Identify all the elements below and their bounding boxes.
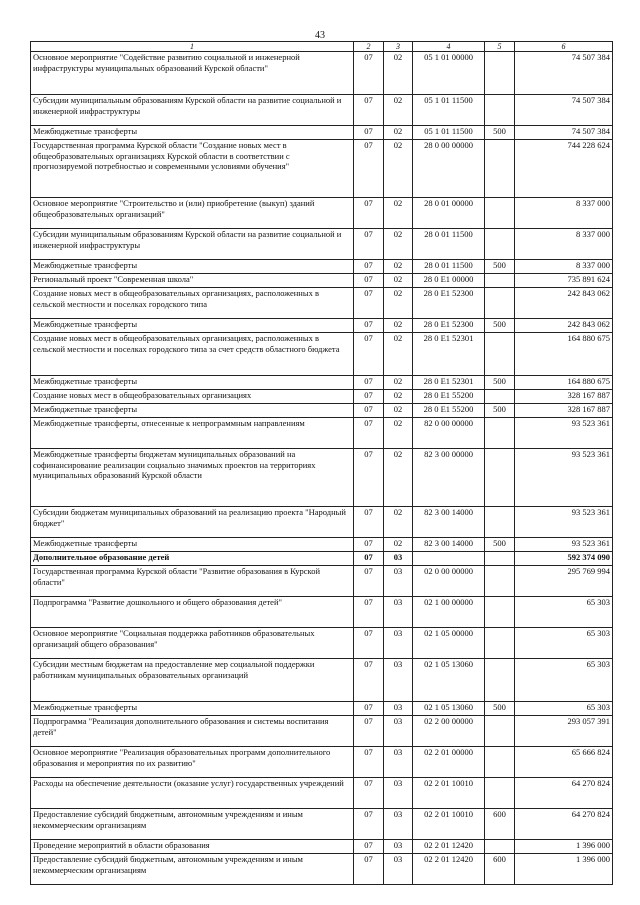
table-row	[31, 507, 613, 538]
row-expense-type	[485, 566, 515, 597]
table-row	[31, 449, 613, 507]
table-row	[31, 552, 613, 566]
table-row	[31, 597, 613, 628]
budget-table	[30, 41, 613, 885]
row-subsection: 02	[384, 95, 413, 126]
row-amount: 1 396 000	[515, 854, 613, 885]
row-name: Межбюджетные трансферты, отнесенные к непрограммным направлениям	[31, 418, 354, 449]
row-name: Субсидии местным бюджетам на предоставление мер социальной поддержки работникам муниципальных образовательных организаций	[31, 659, 354, 702]
row-subsection: 03	[384, 552, 413, 566]
row-amount: 164 880 675	[515, 376, 613, 390]
page-number: 43	[315, 30, 325, 41]
row-expense-type	[485, 229, 515, 260]
row-target-article: 05 1 01 11500	[413, 126, 485, 140]
row-name: Межбюджетные трансферты	[31, 376, 354, 390]
row-target-article: 02 1 00 00000	[413, 597, 485, 628]
row-expense-type	[485, 747, 515, 778]
row-amount: 93 523 361	[515, 418, 613, 449]
row-section: 07	[354, 333, 384, 376]
row-amount: 93 523 361	[515, 449, 613, 507]
row-amount: 65 303	[515, 628, 613, 659]
row-expense-type	[485, 52, 515, 95]
row-amount: 8 337 000	[515, 229, 613, 260]
row-amount: 328 167 887	[515, 390, 613, 404]
row-subsection: 02	[384, 507, 413, 538]
table-row	[31, 260, 613, 274]
row-subsection: 03	[384, 702, 413, 716]
row-target-article: 02 2 01 12420	[413, 854, 485, 885]
row-target-article: 28 0 00 00000	[413, 140, 485, 198]
row-amount: 328 167 887	[515, 404, 613, 418]
col-header-name: 1	[31, 42, 354, 52]
row-expense-type: 500	[485, 702, 515, 716]
row-expense-type	[485, 716, 515, 747]
col-header-amount: 6	[515, 42, 613, 52]
row-name: Подпрограмма "Реализация дополнительного образования и системы воспитания детей"	[31, 716, 354, 747]
table-row	[31, 659, 613, 702]
row-section: 07	[354, 552, 384, 566]
row-amount: 65 666 824	[515, 747, 613, 778]
row-name: Государственная программа Курской области "Развитие образования в Курской области"	[31, 566, 354, 597]
table-row	[31, 538, 613, 552]
row-subsection: 02	[384, 418, 413, 449]
row-subsection: 03	[384, 659, 413, 702]
row-subsection: 02	[384, 288, 413, 319]
row-section: 07	[354, 274, 384, 288]
table-row	[31, 274, 613, 288]
table-row	[31, 95, 613, 126]
row-name: Создание новых мест в общеобразовательных организациях	[31, 390, 354, 404]
row-target-article: 82 3 00 00000	[413, 449, 485, 507]
row-target-article: 02 1 05 13060	[413, 702, 485, 716]
row-target-article: 82 0 00 00000	[413, 418, 485, 449]
row-section: 07	[354, 376, 384, 390]
row-target-article: 28 0 01 11500	[413, 229, 485, 260]
row-name: Основное мероприятие "Социальная поддержка работников образовательных организаций общего образования"	[31, 628, 354, 659]
col-header-section: 2	[354, 42, 384, 52]
table-row	[31, 418, 613, 449]
table-row	[31, 716, 613, 747]
row-section: 07	[354, 260, 384, 274]
row-subsection: 02	[384, 333, 413, 376]
row-subsection: 02	[384, 376, 413, 390]
row-amount: 74 507 384	[515, 126, 613, 140]
row-amount: 64 270 824	[515, 809, 613, 840]
row-subsection: 03	[384, 597, 413, 628]
row-amount: 242 843 062	[515, 319, 613, 333]
row-name: Основное мероприятие "Строительство и (или) приобретение (выкуп) зданий общеобразовательных организаций"	[31, 198, 354, 229]
table-row	[31, 778, 613, 809]
row-name: Межбюджетные трансферты бюджетам муниципальных образований на софинансирование реализации социально значимых проектов на территориях муниципальных образований Курской области	[31, 449, 354, 507]
row-expense-type	[485, 449, 515, 507]
row-amount: 293 057 391	[515, 716, 613, 747]
table-row	[31, 52, 613, 95]
row-amount: 8 337 000	[515, 198, 613, 229]
row-expense-type	[485, 390, 515, 404]
row-name: Дополнительное образование детей	[31, 552, 354, 566]
row-target-article: 28 0 E1 55200	[413, 404, 485, 418]
row-expense-type	[485, 778, 515, 809]
row-section: 07	[354, 95, 384, 126]
row-subsection: 03	[384, 854, 413, 885]
row-target-article: 28 0 E1 55200	[413, 390, 485, 404]
row-name: Региональный проект "Современная школа"	[31, 274, 354, 288]
row-target-article: 02 2 01 12420	[413, 840, 485, 854]
table-header-row	[31, 42, 613, 52]
table-row	[31, 319, 613, 333]
row-amount: 8 337 000	[515, 260, 613, 274]
row-section: 07	[354, 229, 384, 260]
row-section: 07	[354, 747, 384, 778]
row-expense-type: 600	[485, 854, 515, 885]
row-name: Создание новых мест в общеобразовательных организациях, расположенных в сельской местности и поселках городского типа за счет средств областного бюджета	[31, 333, 354, 376]
row-amount: 242 843 062	[515, 288, 613, 319]
row-amount: 65 303	[515, 659, 613, 702]
row-section: 07	[354, 566, 384, 597]
row-target-article: 02 2 01 00000	[413, 747, 485, 778]
row-section: 07	[354, 597, 384, 628]
row-name: Предоставление субсидий бюджетным, автономным учреждениям и иным некоммерческим организациям	[31, 809, 354, 840]
row-target-article: 28 0 E1 52301	[413, 333, 485, 376]
row-name: Расходы на обеспечение деятельности (оказание услуг) государственных учреждений	[31, 778, 354, 809]
row-target-article: 82 3 00 14000	[413, 507, 485, 538]
row-name: Межбюджетные трансферты	[31, 126, 354, 140]
row-expense-type: 500	[485, 260, 515, 274]
row-expense-type	[485, 198, 515, 229]
row-section: 07	[354, 319, 384, 333]
table-row	[31, 854, 613, 885]
table-row	[31, 809, 613, 840]
table-row	[31, 390, 613, 404]
row-section: 07	[354, 140, 384, 198]
row-section: 07	[354, 840, 384, 854]
row-amount: 744 228 624	[515, 140, 613, 198]
row-target-article: 28 0 E1 52301	[413, 376, 485, 390]
row-section: 07	[354, 854, 384, 885]
table-row	[31, 229, 613, 260]
row-section: 07	[354, 126, 384, 140]
row-expense-type: 500	[485, 126, 515, 140]
table-row	[31, 333, 613, 376]
row-amount: 93 523 361	[515, 507, 613, 538]
row-target-article: 05 1 01 11500	[413, 95, 485, 126]
row-subsection: 02	[384, 390, 413, 404]
row-target-article: 28 0 E1 52300	[413, 288, 485, 319]
row-subsection: 02	[384, 404, 413, 418]
row-name: Основное мероприятие "Содействие развитию социальной и инженерной инфраструктуры муниципальных образований Курской области"	[31, 52, 354, 95]
row-target-article: 02 2 00 00000	[413, 716, 485, 747]
row-name: Создание новых мест в общеобразовательных организациях, расположенных в сельской местности и поселках городского типа	[31, 288, 354, 319]
row-subsection: 03	[384, 628, 413, 659]
table-row	[31, 566, 613, 597]
row-target-article: 02 2 01 10010	[413, 778, 485, 809]
row-section: 07	[354, 404, 384, 418]
row-subsection: 02	[384, 126, 413, 140]
row-name: Межбюджетные трансферты	[31, 319, 354, 333]
table-row	[31, 198, 613, 229]
table-row	[31, 126, 613, 140]
row-amount: 74 507 384	[515, 95, 613, 126]
row-section: 07	[354, 778, 384, 809]
table-row	[31, 747, 613, 778]
row-name: Предоставление субсидий бюджетным, автономным учреждениям и иным некоммерческим организациям	[31, 854, 354, 885]
row-name: Подпрограмма "Развитие дошкольного и общего образования детей"	[31, 597, 354, 628]
row-expense-type	[485, 552, 515, 566]
row-expense-type	[485, 597, 515, 628]
row-subsection: 02	[384, 449, 413, 507]
row-section: 07	[354, 716, 384, 747]
row-name: Субсидии муниципальным образованиям Курской области на развитие социальной и инженерной инфраструктуры	[31, 229, 354, 260]
row-amount: 65 303	[515, 702, 613, 716]
row-name: Государственная программа Курской области "Создание новых мест в общеобразовательных организациях Курской области в соответствии с прогнозируемой потребностью и современными условиями обучения"	[31, 140, 354, 198]
row-expense-type	[485, 507, 515, 538]
row-subsection: 03	[384, 840, 413, 854]
row-subsection: 03	[384, 778, 413, 809]
row-amount: 295 769 994	[515, 566, 613, 597]
table-row	[31, 376, 613, 390]
row-expense-type: 500	[485, 319, 515, 333]
row-target-article	[413, 552, 485, 566]
row-amount: 164 880 675	[515, 333, 613, 376]
row-expense-type	[485, 418, 515, 449]
row-subsection: 02	[384, 198, 413, 229]
row-expense-type	[485, 95, 515, 126]
budget-table-body	[31, 52, 613, 885]
row-name: Проведение мероприятий в области образования	[31, 840, 354, 854]
row-target-article: 02 0 00 00000	[413, 566, 485, 597]
row-expense-type: 600	[485, 809, 515, 840]
row-subsection: 02	[384, 140, 413, 198]
row-name: Межбюджетные трансферты	[31, 702, 354, 716]
table-row	[31, 140, 613, 198]
table-row	[31, 840, 613, 854]
row-section: 07	[354, 449, 384, 507]
row-subsection: 03	[384, 716, 413, 747]
row-expense-type: 500	[485, 538, 515, 552]
row-section: 07	[354, 507, 384, 538]
row-subsection: 02	[384, 260, 413, 274]
row-expense-type: 500	[485, 404, 515, 418]
row-expense-type	[485, 333, 515, 376]
row-section: 07	[354, 538, 384, 552]
row-name: Межбюджетные трансферты	[31, 538, 354, 552]
row-expense-type	[485, 628, 515, 659]
row-name: Основное мероприятие "Реализация образовательных программ дополнительного образования и мероприятия по их развитию"	[31, 747, 354, 778]
table-row	[31, 628, 613, 659]
row-subsection: 03	[384, 747, 413, 778]
row-name: Межбюджетные трансферты	[31, 404, 354, 418]
row-amount: 735 891 624	[515, 274, 613, 288]
row-subsection: 02	[384, 52, 413, 95]
col-header-subsection: 3	[384, 42, 413, 52]
row-target-article: 28 0 01 00000	[413, 198, 485, 229]
row-name: Субсидии бюджетам муниципальных образований на реализацию проекта "Народный бюджет"	[31, 507, 354, 538]
row-subsection: 02	[384, 538, 413, 552]
row-subsection: 02	[384, 319, 413, 333]
row-subsection: 02	[384, 229, 413, 260]
row-target-article: 82 3 00 14000	[413, 538, 485, 552]
row-section: 07	[354, 702, 384, 716]
row-section: 07	[354, 52, 384, 95]
row-section: 07	[354, 288, 384, 319]
row-expense-type	[485, 288, 515, 319]
row-amount: 65 303	[515, 597, 613, 628]
row-expense-type	[485, 659, 515, 702]
row-section: 07	[354, 628, 384, 659]
row-name: Межбюджетные трансферты	[31, 260, 354, 274]
row-amount: 64 270 824	[515, 778, 613, 809]
row-subsection: 03	[384, 809, 413, 840]
row-target-article: 05 1 01 00000	[413, 52, 485, 95]
row-target-article: 28 0 01 11500	[413, 260, 485, 274]
row-amount: 74 507 384	[515, 52, 613, 95]
row-target-article: 02 1 05 00000	[413, 628, 485, 659]
table-row	[31, 702, 613, 716]
row-target-article: 02 1 05 13060	[413, 659, 485, 702]
row-subsection: 03	[384, 566, 413, 597]
row-expense-type	[485, 840, 515, 854]
row-section: 07	[354, 659, 384, 702]
row-amount: 592 374 090	[515, 552, 613, 566]
table-row	[31, 404, 613, 418]
row-section: 07	[354, 809, 384, 840]
row-section: 07	[354, 390, 384, 404]
col-header-expense-type: 5	[485, 42, 515, 52]
row-section: 07	[354, 198, 384, 229]
col-header-target-article: 4	[413, 42, 485, 52]
row-target-article: 28 0 E1 00000	[413, 274, 485, 288]
row-subsection: 02	[384, 274, 413, 288]
row-name: Субсидии муниципальным образованиям Курской области на развитие социальной и инженерной инфраструктуры	[31, 95, 354, 126]
row-expense-type	[485, 274, 515, 288]
row-amount: 1 396 000	[515, 840, 613, 854]
row-expense-type	[485, 140, 515, 198]
table-row	[31, 288, 613, 319]
row-expense-type: 500	[485, 376, 515, 390]
row-target-article: 28 0 E1 52300	[413, 319, 485, 333]
row-target-article: 02 2 01 10010	[413, 809, 485, 840]
row-amount: 93 523 361	[515, 538, 613, 552]
row-section: 07	[354, 418, 384, 449]
